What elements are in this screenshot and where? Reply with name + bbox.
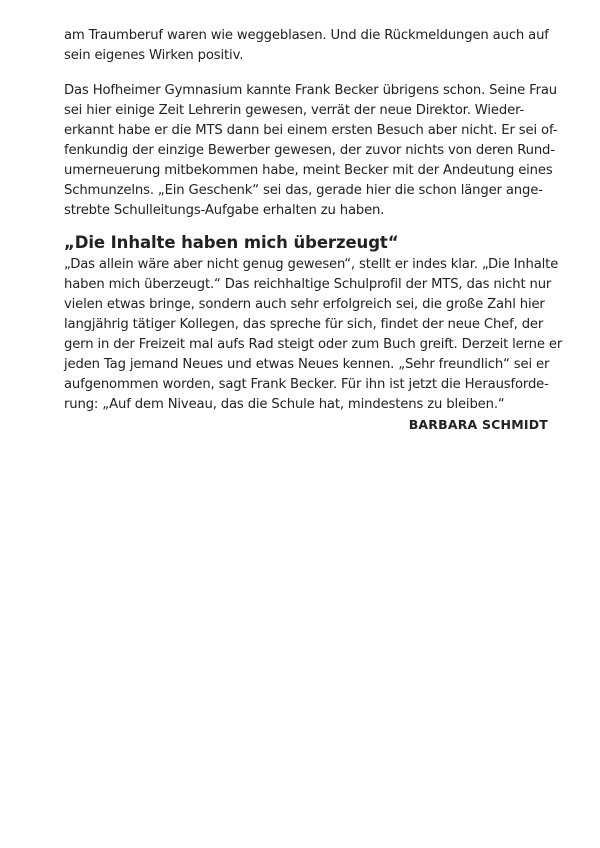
- paragraph-2: [64, 81, 558, 221]
- text-line: vielen etwas bringe, sondern auch sehr erfolgreich sei, die große Zahl hier: [64, 297, 545, 312]
- text-line: Schmunzelns. „Ein Geschenk“ sei das, gerade hier die schon länger ange-: [64, 183, 543, 198]
- text-line: langjährig tätiger Kollegen, das spreche für sich, findet der neue Chef, der: [64, 317, 544, 332]
- paragraph-gap: [64, 66, 554, 81]
- text-line: erkannt habe er die MTS dann bei einem ersten Besuch aber nicht. Er sei of-: [64, 123, 558, 138]
- text-line: am Traumberuf waren wie weggeblasen. Und die Rückmeldungen auch auf: [64, 28, 549, 43]
- paragraph-1: [64, 26, 554, 66]
- text-line: sei hier einige Zeit Lehrerin gewesen, verrät der neue Direktor. Wieder-: [64, 103, 525, 118]
- text-line: sein eigenes Wirken positiv.: [64, 48, 244, 63]
- text-line: haben mich überzeugt.“ Das reichhaltige Schulprofil der MTS, das nicht nur: [64, 277, 552, 292]
- section-heading: „Die Inhalte haben mich überzeugt“: [64, 233, 399, 252]
- text-line: fenkundig der einzige Bewerber gewesen, der zuvor nichts von deren Rund-: [64, 143, 555, 158]
- article-page: [64, 26, 563, 435]
- text-line: umerneuerung mitbekommen habe, meint Becker mit der Andeutung eines: [64, 163, 553, 178]
- paragraph-3: [64, 255, 563, 415]
- text-line: Das Hofheimer Gymnasium kannte Frank Becker übrigens schon. Seine Frau: [64, 83, 557, 98]
- author-byline: BARBARA SCHMIDT: [408, 417, 548, 432]
- text-line: „Das allein wäre aber nicht genug gewesen“, stellt er indes klar. „Die Inhalte: [64, 257, 559, 272]
- text-line: jeden Tag jemand Neues und etwas Neues kennen. „Sehr freundlich“ sei er: [64, 357, 550, 372]
- text-line: strebte Schulleitungs-Aufgabe erhalten zu haben.: [64, 203, 385, 218]
- text-line: gern in der Freizeit mal aufs Rad steigt oder zum Buch greift. Derzeit lerne er: [64, 337, 563, 352]
- text-line: aufgenommen worden, sagt Frank Becker. Für ihn ist jetzt die Herausforde-: [64, 377, 549, 392]
- text-line: rung: „Auf dem Niveau, das die Schule hat, mindestens zu bleiben.“: [64, 397, 505, 412]
